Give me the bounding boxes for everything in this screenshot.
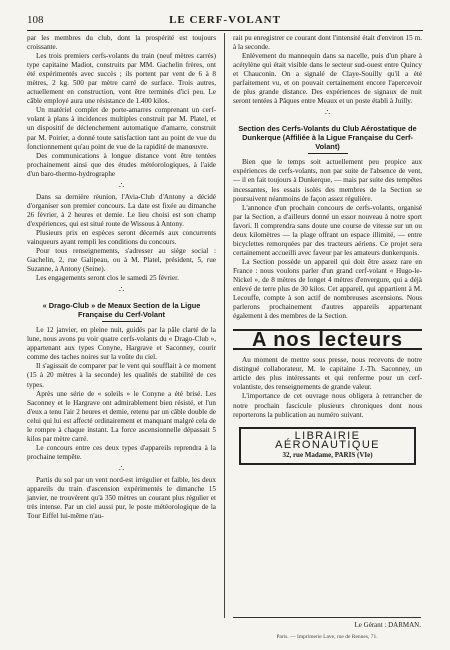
ornament-divider: ∴ [118,285,125,295]
ornament-divider: ∴ [324,108,331,118]
paragraph: Les trois premiers cerfs-volants du train (neuf mètres carrés) type capitaine Madiot, construits par MM. Gachelin frères, ont été expérimentés avec succès ; ils portent par vent de 6 à 8 mètres, 2 kg. 500 par mètre carré de surface. Trois autres, actuellement en construction, vont être terminés d'ici peu. Le câble employé aura une résistance de 1.400 kilos. [27,52,216,106]
paragraph: L'annonce d'un prochain concours de cerfs-volants, organisé par la Section, a d'ailleurs donné un essor nouveau à notre sport favori. Il comprendra sans doute une course de vitesse sur un ou deux kilomètres — la plage offrant un espace illimité, — entre bicyclettes remorquées par des tracteurs aériens. Ce projet sera certainement accueilli avec faveur par les amateurs dunkerquois. [233,203,422,257]
paragraph: Les engagements seront clos le samedi 25 février. [36,274,179,283]
paragraph: L'importance de cet ouvrage nous obligera à retrancher de notre prochain fascicule plusieurs chroniques dont nous reporterons la publication au numéro suivant. [233,392,422,419]
column-divider [224,33,225,618]
readers-heading: A nos lecteurs [233,329,422,350]
paragraph: Il s'agissait de comparer par le vent qui soufflait à ce moment (15 à 20 mètres à la seconde) les qualités de stabilité de ces types. [27,362,216,389]
paragraph: Le concours entre ces deux types d'appareils reprendra à la prochaine tempête. [27,443,216,461]
paragraph: Le 12 janvier, en pleine nuit, guidés par la pâle clarté de la lune, nous avons pu voir quatre cerfs-volants du « Drago-Club », appartenant aux types Conyne, Hargrave et Saconney, courir comme des taches noires sur la voûte du ciel. [27,326,216,362]
advertisement-address: 32, rue Madame, PARIS (VIe) [282,450,373,459]
paragraph: Plusieurs prix en espèces seront décernés aux concurrents vainqueurs ayant rempli les conditions du concours. [27,228,216,246]
gerant-line: Le Gérant : DARMAN. [354,621,421,629]
ornament-divider: ∴ [118,463,125,473]
page-number: 108 [27,14,44,26]
paragraph: Des communications à longue distance vont être tentées prochainement ainsi que des études météorologiques, à l'aide d'un baro-thermo-hydrographe [27,151,216,178]
section-title-dunkerque: Section des Cerfs-Volants du Club Aérostatique de Dunkerque (Affiliée à la Ligue Française du Cerf-Volant) [238,124,417,152]
paragraph: Partis du sol par un vent nord-est irrégulier et faible, les deux appareils du train d'ascension expérimentés le dimanche 15 janvier, ne trouvèrent qu'à 350 mètres un courant plus régulier et très intense. Par un ciel aussi pur, le poste météorologique de la Tour Eiffel lui-même n'au- [27,475,216,521]
journal-title: LE CERF-VOLANT [169,14,281,26]
printer-line: Paris. — Imprimerie Lave, rue de Rennes, 71. [276,634,378,640]
section-rule [102,321,142,322]
ornament-divider: ∴ [118,180,125,190]
paragraph: Enlèvement du mannequin dans sa nacelle, puis d'un phare à acétylène qui était visible dans le secteur sud-ouest entre Quincy et Chauconin. On a signalé de Claye-Souilly qu'il a été parfaitement vu, et on pouvait certainement encore l'apercevoir de plus grande distance. Des expériences de signaux de nuit seront tentées à Pâques entre Meaux et un poste établi à Juilly. [233,52,422,106]
paragraph: Bien que le temps soit actuellement peu propice aux expériences de cerfs-volants, non par suite de l'absence de vent, — il en fait toujours à Dunkerque, — mais par suite des tempêtes incessantes, les essais isolés des membres de la Section se poursuivent néanmoins de façon assez régulière. [233,158,422,203]
paragraph: Un matériel complet de porte-amarres comprenant un cerf-volant à plans à incidences multiples construit par M. Platel, et un dispositif de déclenchement automatique d'amarre, construit par M. Poirier, a donné toute satisfaction tant au point de vue du fonctionnement qu'au point de vue de la rapidité de manœuvre. [27,106,216,151]
paragraph: La Section possède un appareil qui doit être assez rare en France : nous voulons parler d'un grand cerf-volant « Hugo-le-Nickel », de 8 mètres de longet 4 mètres d'envergure, qui a déjà enlevé de terre plus de 30 kilos. Cet appareil, qui appartient à M. Lecouffe, compte à son actif de nombreuses ascensions. Nous parlerons prochainement d'autres appareils appartenant également à des membres de la Section. [233,257,422,321]
page-header [27,14,423,30]
section-rule [308,153,348,154]
section-title-drago-club: « Drago-Club » de Meaux Section de la Ligue Française du Cerf-Volant [42,301,201,320]
right-column [233,34,422,465]
advertisement-title: LIBRAIRIE AÉRONAUTIQUE [275,429,380,451]
advertisement-box [239,427,416,465]
footer-rule [233,617,421,618]
paragraph: Dans sa dernière réunion, l'Avia-Club d'Antony a décidé d'organiser son premier concours. La date est fixée au dimanche 26 février, à 2 heures et demie. Le lieu choisi est son champ d'expériences, qui est situé route de Wissous à Antony. [27,192,216,228]
paragraph: Pour tous renseignements, s'adresser au siège social : Gachelin, 2, rue Galipeau, ou à M. Platel, président, 5, rue Suzanne, à Antony (Seine). [27,247,216,274]
paragraph: Après une série de « soleils » le Conyne a été brisé. Les Saconney et le Hargrave ont admirablement bien résisté, et l'un d'eux a tenu l'air 2 heures et demie, retenu par un câble double de celui qui lui est affecté ordinairement et manquant malgré cela de le rompre à chaque instant. La force ascensionnelle dépassait 5 kilos par mètre carré. [27,389,216,443]
paragraph: rait pu enregistrer ce courant dont l'intensité était d'environ 15 m. à la seconde. [233,34,422,52]
header-rule [27,30,423,31]
paragraph: par les membres du club, dont la prospérité est toujours croissante. [27,34,216,52]
left-column [27,34,216,521]
paragraph: Au moment de mettre sous presse, nous recevons de notre distingué collaborateur, M. le capitaine J.-Th. Saconney, un article des plus intéressants et qui renferme pour un cerf-volantiste, des renseignements de grande valeur. [233,356,422,392]
